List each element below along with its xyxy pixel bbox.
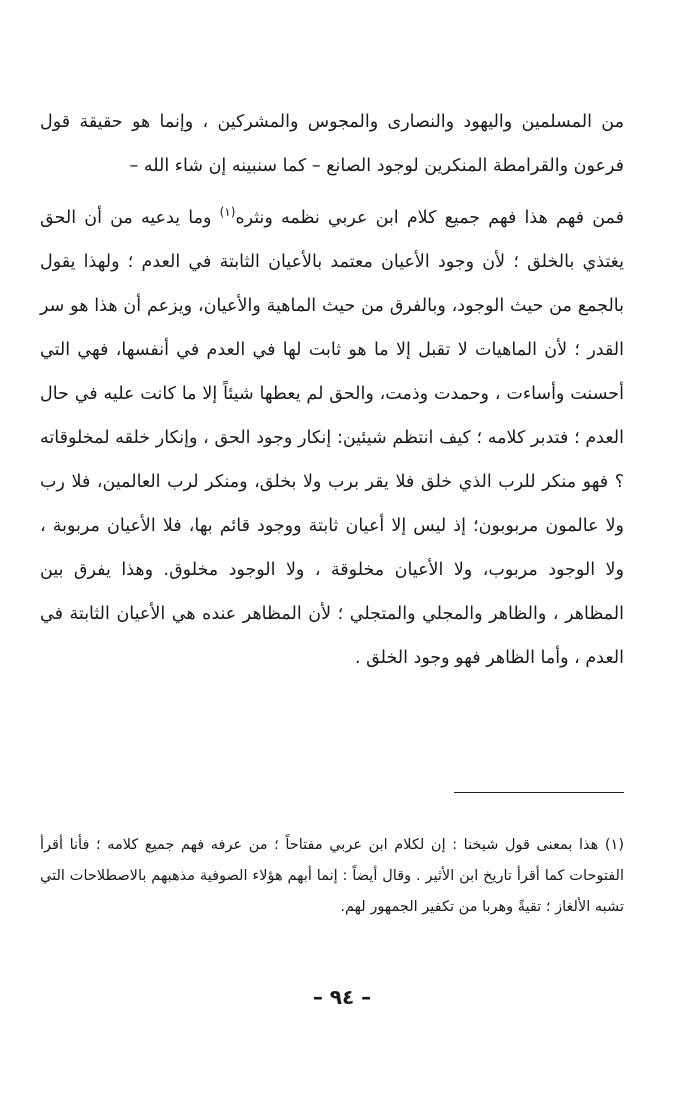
footnote-reference-marker[interactable]: (١) — [219, 205, 236, 220]
page-number: – ٩٤ – — [312, 985, 372, 1009]
footnote-separator — [454, 792, 624, 793]
main-paragraph — [40, 196, 624, 680]
footnote-text: (١) هذا بمعنى قول شيخنا : إن لكلام ابن عربي مفتاحاً ؛ من عرفه فهم جميع كلامه ؛ فأنا أقرأ الفتوحات كما أقرأ تاريخ ابن الأثير . وقال أيضاً : إنما أبهم هؤلاء الصوفية مذهبهم بالاصطلاحات التي تشبه الألغاز ؛ تقيةً وهربا من تكفير الجمهور لهم. — [40, 836, 624, 915]
document-body — [40, 100, 624, 680]
main-paragraph-start: فمن فهم هذا فهم جميع كلام ابن عربي نظمه ونثره — [235, 208, 624, 228]
intro-paragraph: من المسلمين واليهود والنصارى والمجوس والمشركين ، وإنما هو حقيقة قول فرعون والقرامطة المنكرين لوجود الصانع – كما سنبينه إن شاء الله – — [40, 112, 624, 176]
main-paragraph-rest: وما يدعيه من أن الحق يغتذي بالخلق ؛ لأن وجود الأعيان معتمد بالأعيان الثابتة في العدم ؛ ولهذا يقول بالجمع من حيث الوجود، وبالفرق من حيث الماهية والأعيان، ويزعم أن هذا هو سر القدر ؛ لأن الماهيات لا تقبل إلا ما هو ثابت لها في العدم في أنفسها، فهي التي أحسنت وأساءت ، وحمدت وذمت، والحق لم يعطها شيئاً إلا ما كانت عليه في حال العدم ؛ فتدبر كلامه ؛ كيف انتظم شيئين: إنكار وجود الحق ، وإنكار خلقه لمخلوقاته ؟ فهو منكر للرب الذي خلق فلا يقر برب ولا بخلق، ومنكر لرب العالمين، فلا رب ولا عالمون مربوبون؛ إذ ليس إلا أعيان ثابتة ووجود قائم بها، فلا الأعيان مربوبة ، ولا الوجود مربوب، ولا الأعيان مخلوقة ، ولا الوجود مخلوق. وهذا يفرق بين المظاهر ، والظاهر والمجلي والمتجلي ؛ لأن المظاهر عنده هي الأعيان الثابتة في العدم ، وأما الظاهر فهو وجود الخلق . — [40, 208, 624, 668]
